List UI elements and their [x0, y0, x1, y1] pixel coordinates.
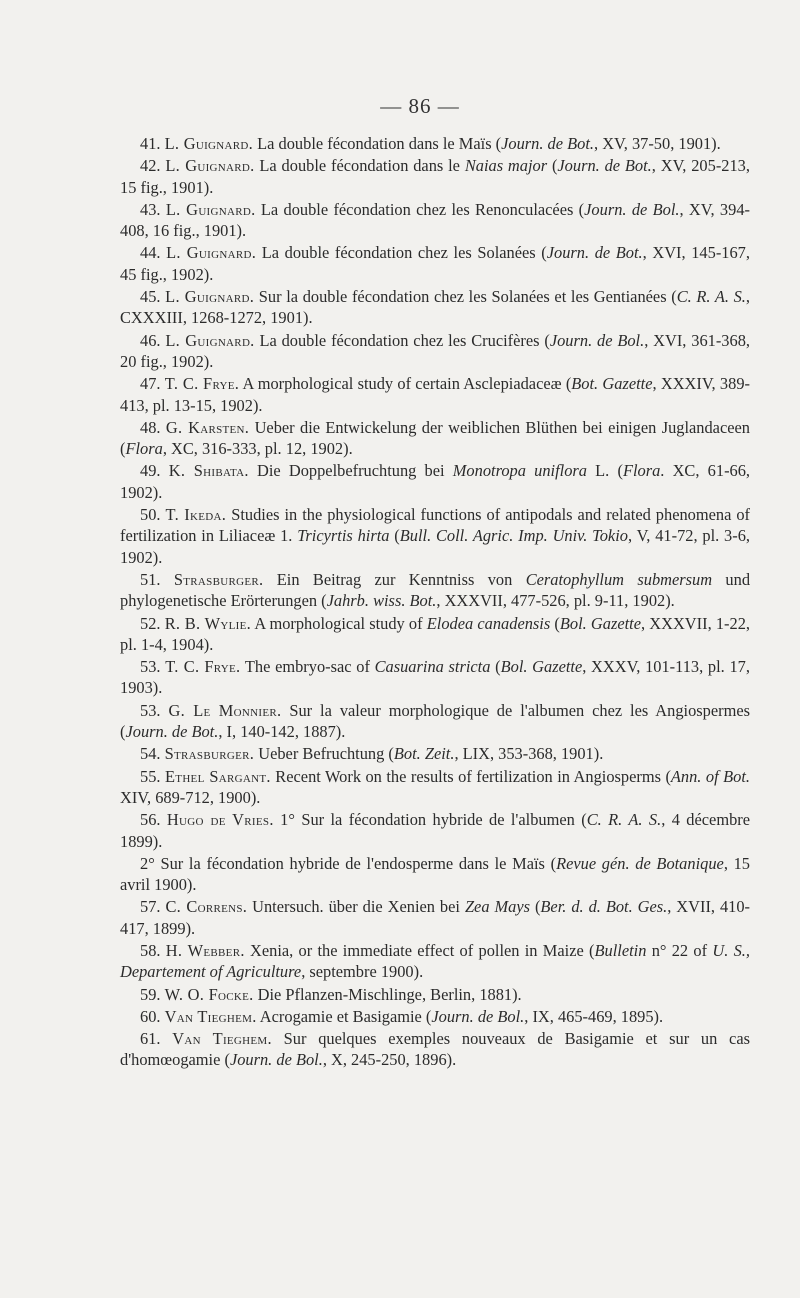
reference-text: (: [389, 526, 400, 546]
reference-italic-text: Flora: [622, 461, 661, 481]
reference-author: L. Guignard.: [165, 199, 256, 219]
reference-text: Xenia, or the immediate effect of pollen in Maize (: [244, 940, 595, 960]
reference-author: T. C. Frye.: [164, 374, 240, 394]
reference-text: 43.: [140, 199, 166, 219]
reference-italic-text: Journ. de Bol.: [229, 1050, 323, 1070]
reference-entry: [120, 373, 750, 416]
reference-text: Sur la double fécondation chez les Solanées et les Gentianées (: [254, 287, 677, 307]
reference-entry: [120, 809, 750, 852]
reference-text: Die Pflanzen-Mischlinge, Berlin, 1881).: [253, 984, 522, 1004]
reference-italic-text: Jahrb. wiss. Bot.: [326, 591, 437, 611]
reference-text: (: [490, 657, 501, 677]
reference-text: 47.: [140, 374, 165, 394]
reference-text: 57.: [140, 897, 166, 917]
reference-text: , XV, 394-408, 16 fig., 1901).: [120, 199, 750, 241]
reference-author: L. Guignard.: [165, 156, 255, 176]
reference-text: 48.: [140, 417, 166, 437]
reference-entry: [120, 242, 750, 285]
reference-author: Ethel Sargant.: [164, 766, 271, 786]
reference-text: , XV, 37-50, 1901).: [594, 134, 721, 153]
reference-author: Strasburger.: [164, 744, 255, 764]
reference-text: 55.: [140, 766, 165, 786]
reference-text: A morphological study of certain Asclepiadaceæ (: [239, 374, 572, 394]
reference-text: 1° Sur la fécondation hybride de l'albumen (: [273, 810, 587, 830]
reference-text: , X, 245-250, 1896).: [322, 1050, 457, 1070]
reference-text: Studies in the physiological functions of antipodals and related phenomena of fertilization in Liliaceæ 1.: [120, 505, 751, 546]
reference-text: Sur quelques exemples nouveaux de Basigamie et sur un cas d'homœogamie (: [120, 1029, 750, 1070]
reference-entry: [120, 743, 750, 764]
reference-text: XIV, 689-712, 1900).: [120, 787, 261, 807]
reference-text: , XXXVII, 1-22, pl. 1-4, 1904).: [120, 613, 750, 654]
reference-italic-text: Bot. Gazette: [571, 374, 653, 394]
reference-italic-text: Journ. de Bot.: [546, 243, 643, 263]
reference-text: (: [530, 897, 541, 917]
reference-italic-text: Elodea canadensis: [426, 613, 551, 633]
reference-text: (: [547, 156, 558, 176]
reference-text: La double fécondation chez les Renonculacées (: [255, 199, 585, 219]
reference-entry: [120, 656, 750, 699]
reference-author: G. Le Monnier.: [168, 700, 282, 720]
reference-text: , 4 décembre 1899).: [120, 810, 751, 851]
reference-author: C. Correns.: [165, 897, 248, 917]
reference-entry: [120, 853, 750, 896]
reference-entry: [120, 766, 750, 809]
reference-text: L. (: [586, 461, 623, 481]
reference-italic-text: U. S., Departement of Agriculture: [120, 940, 750, 982]
reference-text: , V, 41-72, pl. 3-6, 1902).: [120, 526, 750, 567]
reference-entry: [120, 1028, 750, 1071]
reference-italic-text: Flora: [125, 439, 163, 459]
reference-entry: [120, 286, 750, 329]
reference-text: Ein Beitrag zur Kenntniss von: [263, 569, 526, 589]
reference-text: . XC, 61-66, 1902).: [120, 461, 751, 502]
reference-entry: [120, 504, 750, 568]
reference-italic-text: Zea Mays: [464, 897, 530, 917]
reference-text: 58.: [140, 940, 166, 960]
reference-text: , XXXVII, 477-526, pl. 9-11, 1902).: [436, 591, 675, 611]
reference-entry: [120, 155, 750, 198]
reference-italic-text: Journ. de Bot.: [125, 722, 219, 742]
reference-author: W. O. Focke.: [164, 984, 254, 1004]
reference-text: 56.: [140, 810, 167, 830]
reference-text: , IX, 465-469, 1895).: [524, 1006, 664, 1026]
reference-author: T. Ikeda.: [165, 505, 227, 525]
reference-text: , LIX, 353-368, 1901).: [454, 744, 604, 764]
reference-italic-text: Ber. d. d. Bot. Ges.: [540, 897, 668, 917]
reference-text: 44.: [140, 243, 167, 263]
reference-author: L. Guignard.: [165, 330, 255, 350]
reference-italic-text: Revue gén. de Botanique: [556, 853, 724, 873]
reference-text: , XXXV, 101-113, pl. 17, 1903).: [120, 657, 750, 698]
reference-text: Sur la valeur morphologique de l'albumen chez les Angiospermes (: [120, 700, 750, 742]
reference-entry: [120, 984, 750, 1005]
reference-entry: [120, 133, 750, 154]
reference-author: Van Tieghem.: [172, 1029, 272, 1049]
reference-italic-text: C. R. A. S.: [586, 810, 662, 830]
reference-text: , septembre 1900).: [301, 962, 424, 982]
reference-text: Die Doppelbefruchtung bei: [248, 461, 453, 481]
reference-author: H. Webber.: [165, 940, 245, 960]
reference-entry: [120, 199, 750, 242]
reference-text: La double fécondation chez les Solanées (: [256, 243, 547, 263]
reference-author: T. C. Frye.: [165, 657, 241, 677]
reference-text: 49.: [140, 461, 169, 481]
reference-text: A morphological study of: [251, 613, 427, 633]
reference-author: L. Guignard.: [166, 243, 257, 263]
reference-author: Van Tieghem.: [164, 1006, 257, 1026]
reference-italic-text: Journ. de Bot.: [557, 156, 652, 176]
reference-text: 53.: [140, 657, 166, 677]
reference-author: L. Guignard.: [165, 287, 255, 307]
reference-text: La double fécondation dans le: [254, 156, 465, 176]
reference-italic-text: Journ. de Bol.: [549, 330, 645, 350]
reference-italic-text: Ann. of Bot.: [670, 766, 750, 786]
reference-text: 41.: [140, 134, 165, 153]
reference-text: 51.: [140, 569, 174, 589]
reference-text: , XVI, 361-368, 20 fig., 1902).: [120, 330, 750, 371]
reference-list: [120, 133, 750, 1071]
reference-text: n° 22 of: [646, 940, 713, 960]
reference-italic-text: Bol. Gazette: [500, 657, 583, 677]
reference-text: , XVI, 145-167, 45 fig., 1902).: [120, 243, 750, 284]
reference-author: R. B. Wylie.: [164, 613, 252, 633]
reference-text: Recent Work on the results of fertilization in Angiosperms (: [270, 766, 671, 786]
reference-italic-text: Bull. Coll. Agric. Imp. Univ. Tokio: [399, 526, 628, 546]
reference-text: 2° Sur la fécondation hybride de l'endosperme dans le Maïs (: [140, 853, 557, 873]
reference-text: Ueber die Entwickelung der weiblichen Blüthen bei einigen Juglandaceen (: [120, 417, 750, 459]
reference-text: , XC, 316-333, pl. 12, 1902).: [162, 439, 353, 459]
reference-italic-text: C. R. A. S.: [676, 287, 746, 307]
reference-italic-text: Monotropa uniflora: [452, 461, 587, 481]
reference-italic-text: Casuarina stricta: [374, 657, 491, 677]
reference-author: K. Shibata.: [168, 461, 249, 481]
reference-entry: [120, 700, 750, 743]
reference-text: , XVII, 410-417, 1899).: [120, 897, 751, 938]
reference-italic-text: Tricyrtis hirta: [297, 526, 390, 546]
reference-italic-text: Bulletin: [594, 940, 647, 960]
reference-text: La double fécondation dans le Maïs (: [253, 134, 502, 153]
reference-entry: [120, 940, 750, 983]
reference-author: Hugo de Vries.: [166, 810, 274, 830]
reference-text: 52.: [140, 613, 165, 633]
reference-italic-text: Journ. de Bot.: [501, 134, 594, 153]
reference-entry: [120, 569, 750, 612]
reference-text: 54.: [140, 744, 165, 764]
reference-text: , XXXIV, 389-413, pl. 13-15, 1902).: [120, 374, 750, 415]
reference-text: Untersuch. über die Xenien bei: [247, 897, 465, 917]
reference-italic-text: Bot. Zeit.: [393, 744, 455, 764]
reference-text: , CXXXIII, 1268-1272, 1901).: [120, 287, 750, 328]
reference-text: , 15 avril 1900).: [120, 853, 750, 895]
reference-text: , I, 140-142, 1887).: [218, 722, 346, 742]
reference-text: (: [550, 613, 560, 633]
reference-text: The embryo-sac of: [240, 657, 375, 677]
reference-entry: [120, 613, 750, 656]
reference-text: 61.: [140, 1029, 173, 1049]
reference-author: G. Karsten.: [165, 417, 250, 437]
reference-entry: [120, 417, 750, 460]
reference-entry: [120, 460, 750, 503]
reference-italic-text: Journ. de Bol.: [431, 1006, 525, 1026]
reference-text: , XV, 205-213, 15 fig., 1901).: [120, 156, 750, 197]
reference-italic-text: Bol. Gazette: [559, 613, 642, 633]
reference-text: 59.: [140, 984, 165, 1004]
reference-text: 45.: [140, 287, 166, 307]
reference-text: 60.: [140, 1006, 165, 1026]
reference-text: 46.: [140, 330, 166, 350]
reference-author: L. Guignard.: [164, 134, 254, 153]
reference-text: Ueber Befruchtung (: [254, 744, 394, 764]
reference-entry: [120, 896, 750, 939]
reference-italic-text: Ceratophyllum submersum: [525, 569, 713, 589]
reference-italic-text: Journ. de Bol.: [584, 199, 680, 219]
reference-text: und phylogenetische Erörterungen (: [120, 569, 751, 611]
reference-italic-text: Naias major: [464, 156, 548, 176]
page-number: — 86 —: [380, 94, 460, 118]
reference-entry: [120, 1006, 750, 1027]
reference-author: Strasburger.: [173, 569, 264, 589]
reference-text: La double fécondation chez les Crucifères (: [254, 330, 550, 350]
reference-text: 50.: [140, 505, 166, 525]
reference-text: 42.: [140, 156, 166, 176]
reference-text: 53.: [140, 700, 169, 720]
reference-entry: [120, 330, 750, 373]
reference-text: Acrogamie et Basigamie (: [256, 1006, 432, 1026]
